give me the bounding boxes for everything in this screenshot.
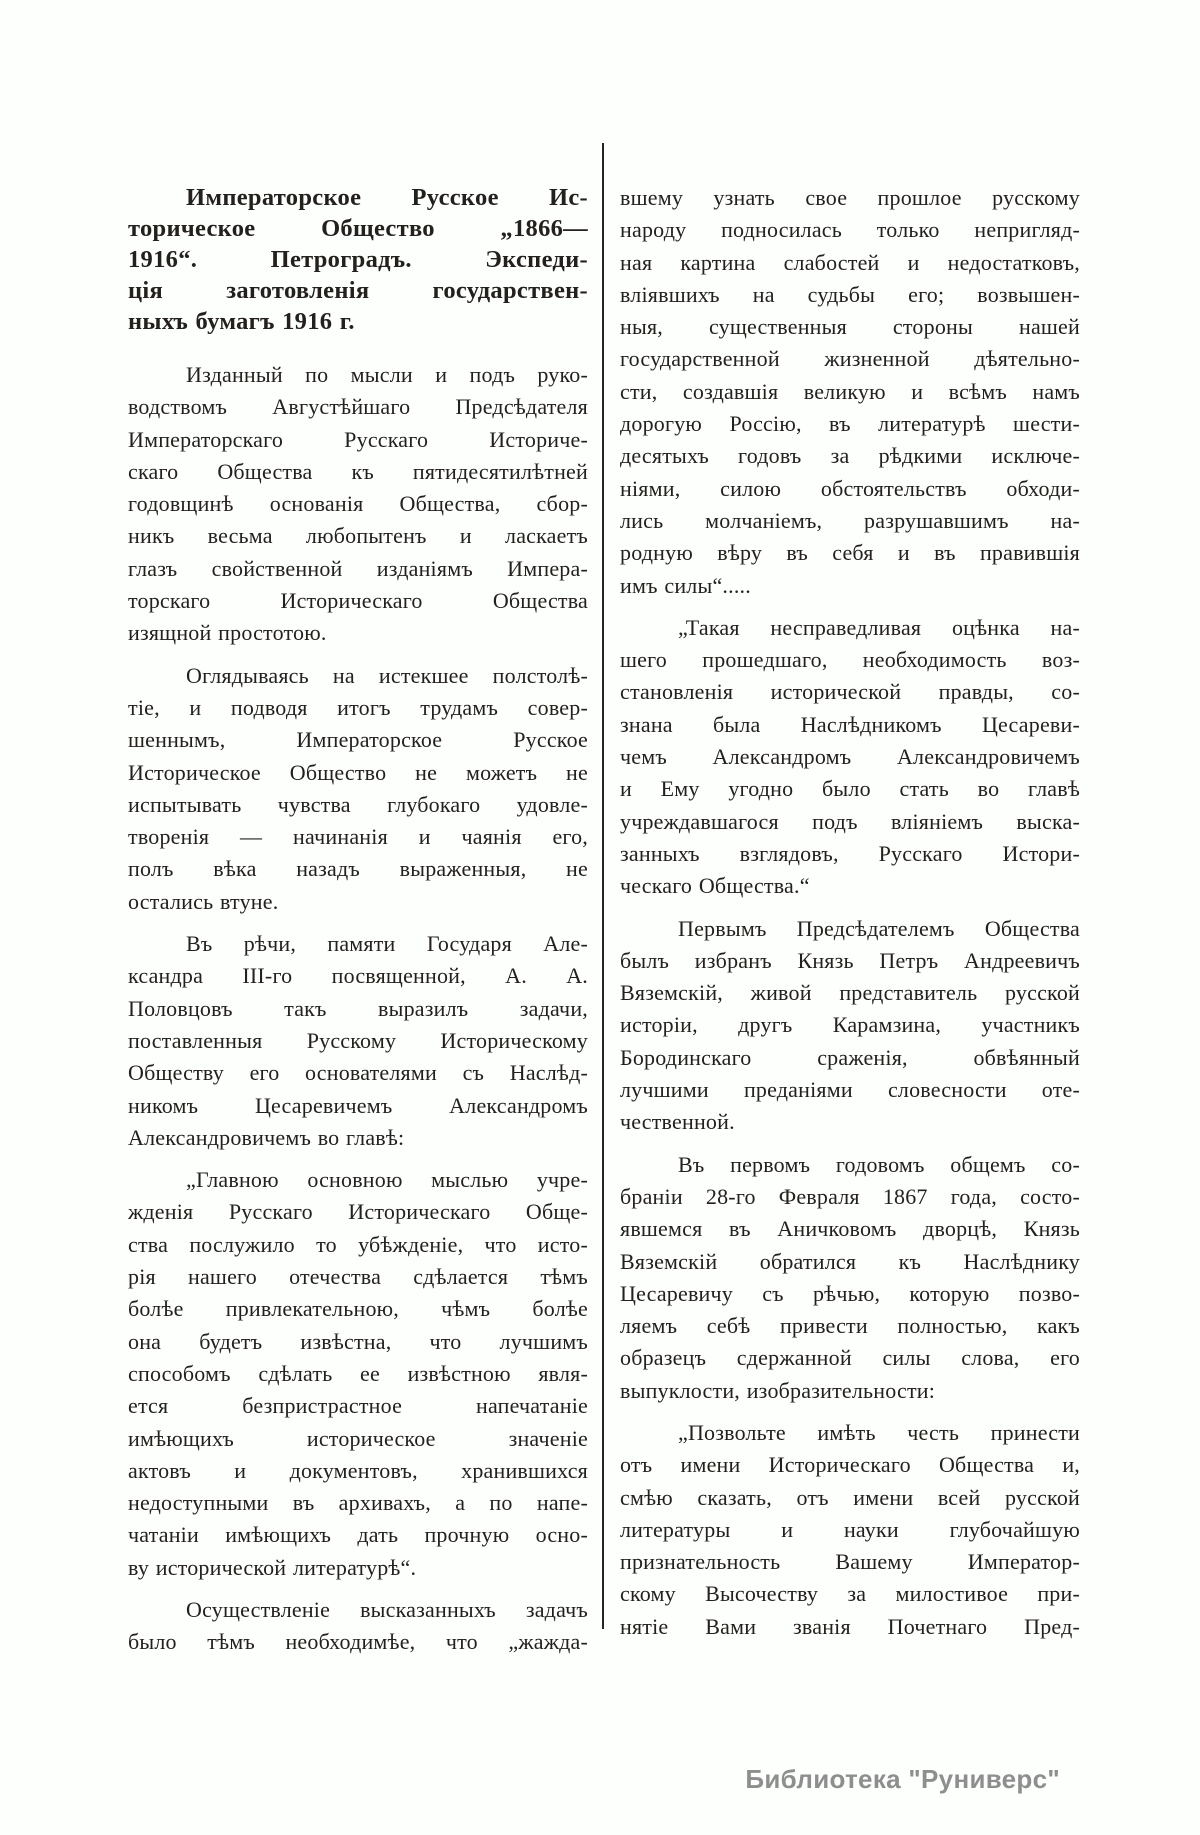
text-line: литературы и науки глубочайшую — [620, 1516, 1080, 1542]
text-line: Оглядываясь на истекшее полстолѣ- — [186, 662, 588, 688]
text-line: Императорскаго Русскаго Историче- — [128, 426, 588, 452]
text-line: Александровичемъ во главѣ: — [128, 1124, 405, 1150]
paragraph — [620, 612, 1080, 903]
text-line: знана была Наслѣдникомъ Цесареви- — [620, 711, 1080, 737]
text-line: недоступными въ архивахъ, а по напе- — [128, 1490, 588, 1516]
text-line: рія нашего отечества сдѣлается тѣмъ — [128, 1264, 588, 1290]
text-line: исторіи, другъ Карамзина, участникъ — [620, 1012, 1080, 1038]
text-line: браніи 28-го Февраля 1867 года, состо- — [620, 1183, 1080, 1209]
text-line: Императорское Русское Ис- — [186, 184, 588, 211]
text-line: ніями, силою обстоятельствъ обходи- — [620, 475, 1080, 501]
text-line: „Главною основною мыслью учре- — [186, 1167, 588, 1193]
text-line: водствомъ Августѣйшаго Предсѣдателя — [128, 394, 588, 420]
paragraph — [620, 182, 1080, 602]
text-line: тіе, и подводя итогъ трудамъ совер- — [128, 694, 588, 720]
text-line: полъ вѣка назадъ выраженныя, не — [128, 856, 588, 882]
text-line: поставленныя Русскому Историческому — [128, 1027, 588, 1053]
text-line: ву исторической литературѣ“. — [128, 1554, 417, 1580]
text-line: „Такая несправедливая оцѣнка на- — [678, 614, 1080, 640]
text-line: „Позвольте имѣть честь принести — [678, 1419, 1080, 1445]
text-line: годовщинѣ основанія Общества, сбор- — [128, 491, 588, 517]
column-divider-rule — [602, 143, 604, 1629]
right-column-text — [620, 182, 1080, 1643]
text-line: занныхъ взглядовъ, Русскаго Истори- — [620, 840, 1080, 866]
text-line: торскаго Историческаго Общества — [128, 588, 588, 614]
text-line: образецъ сдержанной силы слова, его — [620, 1345, 1080, 1371]
text-line: вшему узнать свое прошлое русскому — [620, 185, 1080, 210]
text-line: Бородинскаго сраженія, обвѣянный — [620, 1044, 1080, 1070]
paragraph — [128, 660, 588, 918]
text-line: болѣе привлекательною, чѣмъ болѣе — [128, 1296, 588, 1322]
text-line: Изданный по мысли и подъ руко- — [186, 362, 588, 387]
right-column — [620, 182, 1080, 1653]
text-line: нятіе Вами званія Почетнаго Пред- — [620, 1613, 1080, 1639]
text-line: торическое Общество „1866— — [128, 215, 588, 242]
text-line: Половцовъ такъ выразилъ задачи, — [128, 995, 588, 1021]
text-line: Осуществленіе высказанныхъ задачъ — [186, 1596, 588, 1622]
paragraph — [128, 1164, 588, 1584]
paragraph — [620, 1417, 1080, 1643]
text-line: актовъ и документовъ, хранившихся — [128, 1457, 588, 1483]
left-column — [128, 182, 588, 1669]
text-line: десятыхъ годовъ за рѣдкими исключе- — [620, 443, 1080, 469]
left-column-text — [128, 359, 588, 1659]
text-line: выпуклости, изобразительности: — [620, 1377, 936, 1403]
text-line: 1916“. Петроградъ. Экспеди- — [128, 246, 588, 273]
text-line: родную вѣру въ себя и въ правившія — [620, 540, 1080, 566]
text-line: учреждавшагося подъ вліяніемъ выска- — [620, 808, 1080, 834]
text-line: остались втуне. — [128, 888, 279, 914]
text-line: ческаго Общества.“ — [620, 873, 810, 899]
text-line: чественной. — [620, 1109, 735, 1135]
text-line: чатаніи имѣющихъ дать прочную осно- — [128, 1522, 588, 1548]
library-watermark: Библиотека "Руниверс" — [745, 1764, 1060, 1794]
text-line: имъ силы“..... — [620, 572, 751, 598]
text-line: чемъ Александромъ Александровичемъ — [620, 744, 1080, 770]
text-line: ства послужило то убѣжденіе, что исто- — [128, 1231, 588, 1257]
text-line: глазъ свойственной изданіямъ Импера- — [128, 555, 588, 581]
text-line: Въ первомъ годовомъ общемъ со- — [678, 1151, 1080, 1177]
text-line: скому Высочеству за милостивое при- — [620, 1581, 1080, 1607]
text-line: лучшими преданіями словесности оте- — [620, 1077, 1080, 1103]
text-line: ная картина слабостей и недостатковъ, — [620, 249, 1080, 275]
text-line: Вяземскій, живой представитель русской — [620, 980, 1080, 1006]
text-line: отъ имени Историческаго Общества и, — [620, 1452, 1080, 1478]
text-line: ныя, существенныя стороны нашей — [620, 314, 1080, 340]
text-line: народу подносилась только непригляд- — [620, 217, 1080, 243]
text-line: Историческое Общество не можетъ не — [128, 759, 588, 785]
text-line: становленія исторической правды, со- — [620, 679, 1080, 705]
text-line: шеннымъ, Императорское Русское — [128, 727, 588, 753]
text-line: ныхъ бумагъ 1916 г. — [128, 308, 355, 335]
text-line: никъ весьма любопытенъ и ласкаетъ — [128, 523, 588, 549]
text-line: Въ рѣчи, памяти Государя Але- — [186, 931, 588, 957]
text-line: она будетъ извѣстна, что лучшимъ — [128, 1328, 588, 1354]
text-line: ція заготовленія государствен- — [128, 277, 588, 304]
text-line: явшемся въ Аничковомъ дворцѣ, Князь — [620, 1216, 1080, 1242]
text-line: Цесаревичу съ рѣчью, которую позво- — [620, 1280, 1080, 1306]
text-line: Обществу его основателями съ Наслѣд- — [128, 1060, 588, 1086]
text-line: былъ избранъ Князь Петръ Андреевичъ — [620, 947, 1080, 973]
text-line: государственной жизненной дѣятельно- — [620, 346, 1080, 372]
text-line: способомъ сдѣлать ее извѣстною явля- — [128, 1360, 588, 1386]
paragraph — [620, 913, 1080, 1139]
text-line: Первымъ Предсѣдателемъ Общества — [678, 915, 1080, 941]
text-line: имѣющихъ историческое значеніе — [128, 1425, 588, 1451]
text-line: лись молчаніемъ, разрушавшимъ на- — [620, 507, 1080, 533]
text-line: смѣю сказать, отъ имени всей русской — [620, 1484, 1080, 1510]
text-line: шего прошедшаго, необходимость воз- — [620, 647, 1080, 673]
text-line: и Ему угодно было стать во главѣ — [620, 776, 1080, 802]
text-line: ксандра III-го посвященной, А. А. — [128, 963, 588, 989]
paragraph — [128, 928, 588, 1154]
text-line: испытывать чувства глубокаго удовле- — [128, 791, 588, 817]
text-line: ляемъ себѣ привести полностью, какъ — [620, 1313, 1080, 1339]
text-line: сти, создавшія великую и всѣмъ намъ — [620, 378, 1080, 404]
text-line: вліявшихъ на судьбы его; возвышен- — [620, 281, 1080, 307]
text-line: дорогую Россію, въ литературѣ шести- — [620, 411, 1080, 437]
text-line: изящной простотою. — [128, 620, 327, 646]
text-line: скаго Общества къ пятидесятилѣтней — [128, 458, 588, 484]
text-line: признательность Вашему Император- — [620, 1549, 1080, 1575]
paragraph — [620, 1149, 1080, 1407]
text-line: никомъ Цесаревичемъ Александромъ — [128, 1092, 588, 1118]
article-title — [128, 182, 588, 337]
text-line: жденія Русскаго Историческаго Обще- — [128, 1199, 588, 1225]
paragraph — [128, 359, 588, 650]
text-line: творенія — начинанія и чаянія его, — [128, 824, 588, 850]
text-line: было тѣмъ необходимѣе, что „жажда- — [128, 1629, 588, 1655]
text-line: Вяземскій обратился къ Наслѣднику — [620, 1248, 1080, 1274]
text-line: ется безпристрастное напечатаніе — [128, 1393, 588, 1419]
paragraph — [128, 1594, 588, 1659]
